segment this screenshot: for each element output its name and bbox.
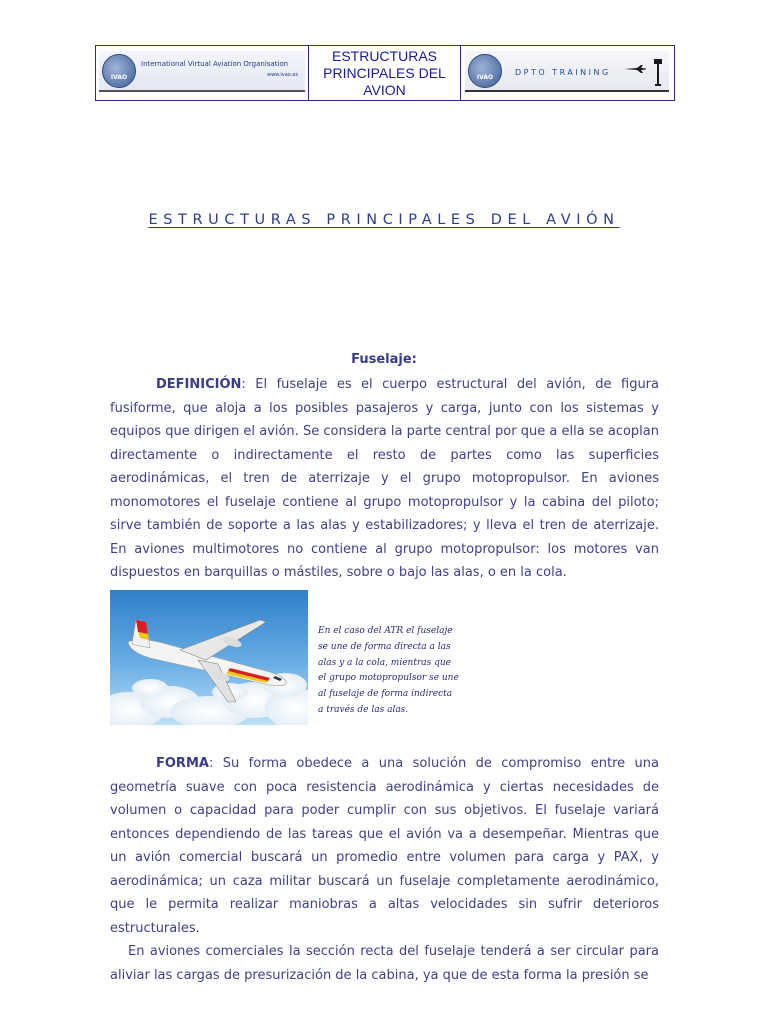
jet-icon	[623, 64, 647, 74]
ivao-logo-small-icon	[468, 54, 502, 88]
atr-airplane-photo	[110, 590, 308, 725]
ivao-banner	[99, 51, 305, 92]
shape-label: FORMA	[156, 756, 209, 771]
org-url: www.ivao.es	[267, 72, 299, 78]
control-tower-icon	[653, 57, 663, 87]
caption-line-4: el grupo motopropulsor se une	[318, 673, 459, 684]
shape-paragraph	[110, 752, 659, 940]
shape-text: : Su forma obedece a una solución de compromiso entre una geometría suave con poca resistencia aerodinámica y ciertas necesidades de volumen o capacidad para poder cumplir con sus objetivos. El fuselaje variará entonces dependiendo de las tareas que el avión va a desempeñar. Mientras que un avión comercial buscará un promedio entre volumen para carga y PAX, y aerodinámica; un caza militar buscará un fuselaje completamente aerodinámico, que le permita realizar maniobras a altas velocidades sin sufrir deterioros estructurales.	[110, 756, 659, 936]
header-title-line-1: ESTRUCTURAS	[331, 47, 437, 64]
definition-label: DEFINICIÓN	[156, 377, 242, 392]
document-title: ESTRUCTURAS PRINCIPALES DEL AVIÓN	[148, 212, 620, 228]
page-header	[95, 45, 675, 101]
ivao-logo-text: IVAO	[110, 74, 128, 81]
caption-line-2: se une de forma directa a las	[318, 641, 451, 652]
ivao-logo-icon	[102, 54, 136, 88]
training-banner	[465, 51, 669, 92]
header-right-cell	[461, 46, 674, 100]
header-title	[323, 48, 446, 99]
airplane-image-icon	[110, 590, 308, 725]
definition-text: : El fuselaje es el cuerpo estructural del avión, de figura fusiforme, que aloja a los posibles pasajeros y carga, junto con los sistemas y equipos que dirigen el avión. Se considera la parte central por que a ella se acoplan directamente o indirectamente el resto de partes como las superficies aerodinámicas, el tren de aterrizaje y el grupo motopropulsor. En aviones monomotores el fuselaje contiene al grupo motopropulsor y la cabina del piloto; sirve también de soporte a las alas y estabilizadores; y lleva el tren de aterrizaje. En aviones multimotores no contiene al grupo motopropulsor: los motores van dispuestos en barquillas o mástiles, sobre o bajo las alas, o en la cola.	[110, 377, 659, 580]
caption-line-3: alas y a la cola, mientras que	[318, 657, 451, 668]
header-title-line-2: PRINCIPALES DEL	[323, 64, 446, 81]
header-title-cell	[309, 46, 461, 100]
commercial-paragraph: En aviones comerciales la sección recta del fuselaje tenderá a ser circular para aliviar las cargas de presurización de la cabina, ya que de esta forma la presión se	[110, 944, 659, 983]
header-left-cell	[96, 46, 309, 100]
section-heading: Fuselaje:	[351, 352, 417, 367]
caption-line-1: En el caso del ATR el fuselaje	[318, 626, 453, 636]
photo-caption	[318, 624, 468, 719]
ivao-logo-small-text: IVAO	[476, 74, 494, 81]
org-name: International Virtual Aviation Organisation	[141, 60, 289, 68]
caption-line-5: al fuselaje de forma indirecta	[318, 689, 453, 700]
dept-name: DPTO TRAINING	[515, 68, 611, 77]
caption-line-6: a través de las alas.	[318, 704, 409, 715]
definition-paragraph	[110, 373, 659, 585]
header-title-line-3: AVION	[363, 81, 406, 98]
